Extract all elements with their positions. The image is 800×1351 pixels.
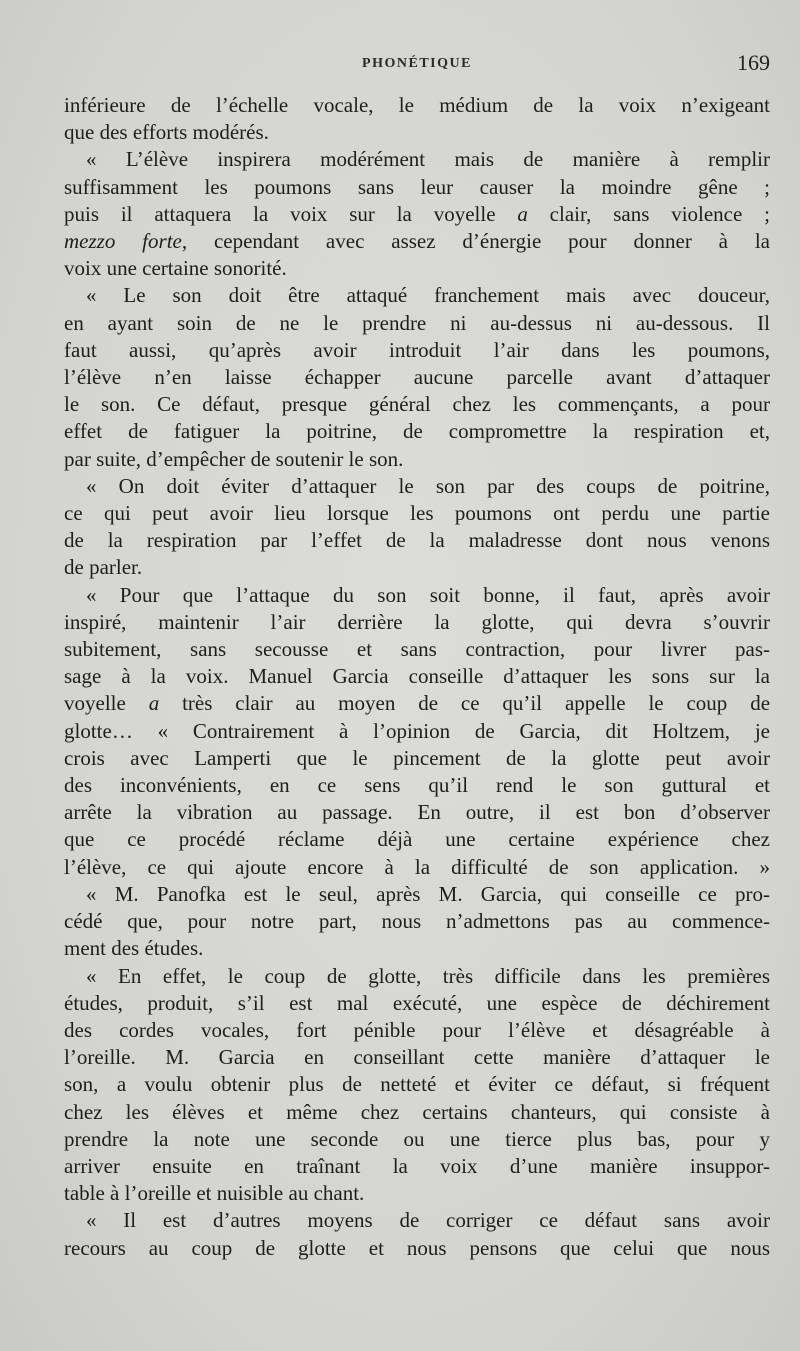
text-line: prendre la note une seconde ou une tierce plus bas, pour y [64, 1126, 770, 1151]
text-line: en ayant soin de ne le prendre ni au-dessus ni au-dessous. Il [64, 310, 770, 335]
text-line: « Le son doit être attaqué franchement mais avec douceur, [86, 283, 770, 308]
text-line: recours au coup de glotte et nous pensons que celui que nous [64, 1235, 770, 1260]
text-line: « On doit éviter d’attaquer le son par des coups de poitrine, [86, 473, 770, 498]
text-line: suffisamment les poumons sans leur causer la moindre gêne ; [64, 174, 770, 199]
running-head [64, 52, 770, 82]
text-line: son, a voulu obtenir plus de netteté et éviter ce défaut, si fréquent [64, 1072, 770, 1097]
text-line: le son. Ce défaut, presque général chez les commençants, a pour [64, 392, 770, 417]
text-line: table à l’oreille et nuisible au chant. [64, 1181, 365, 1206]
text-line: glotte… « Contrairement à l’opinion de Garcia, dit Holtzem, je [64, 718, 770, 743]
text-line: voix une certaine sonorité. [64, 256, 287, 281]
text-line: ment des études. [64, 936, 204, 961]
text-line: « M. Panofka est le seul, après M. Garcia, qui conseille ce pro- [86, 881, 770, 906]
body-text [64, 92, 770, 1262]
text-line: de parler. [64, 555, 143, 580]
running-title: PHONÉTIQUE [362, 56, 472, 71]
text-line: « En effet, le coup de glotte, très difficile dans les premières [86, 963, 770, 988]
text-line: que ce procédé réclame déjà une certaine expérience chez [64, 827, 770, 852]
text-line: que des efforts modérés. [64, 120, 269, 145]
text-line: puis il attaquera la voix sur la voyelle a clair, sans violence ; [64, 201, 770, 226]
text-line: par suite, d’empêcher de soutenir le son. [64, 446, 404, 471]
text-line: effet de fatiguer la poitrine, de compromettre la respiration et, [64, 419, 770, 444]
text-line: l’élève, ce qui ajoute encore à la difficulté de son application. » [64, 854, 770, 879]
text-line: des inconvénients, en ce sens qu’il rend le son guttural et [64, 773, 770, 798]
text-line: études, produit, s’il est mal exécuté, une espèce de déchirement [64, 990, 770, 1015]
text-line: arriver ensuite en traînant la voix d’une manière insuppor- [64, 1153, 770, 1178]
text-line: arrête la vibration au passage. En outre, il est bon d’observer [64, 800, 770, 825]
text-line: mezzo forte, cependant avec assez d’énergie pour donner à la [64, 229, 770, 254]
text-line: « L’élève inspirera modérément mais de manière à remplir [86, 147, 770, 172]
page-number: 169 [737, 50, 770, 75]
text-line: « Il est d’autres moyens de corriger ce défaut sans avoir [86, 1208, 770, 1233]
text-line: inspiré, maintenir l’air derrière la glotte, qui devra s’ouvrir [64, 609, 770, 634]
text-line: « Pour que l’attaque du son soit bonne, il faut, après avoir [86, 582, 770, 607]
text-line: l’élève n’en laisse échapper aucune parcelle avant d’attaquer [64, 365, 770, 390]
text-line: crois avec Lamperti que le pincement de la glotte peut avoir [64, 745, 770, 770]
text-line: voyelle a très clair au moyen de ce qu’il appelle le coup de [64, 691, 770, 716]
text-line: des cordes vocales, fort pénible pour l’élève et désagréable à [64, 1017, 770, 1042]
text-line: sage à la voix. Manuel Garcia conseille d’attaquer les sons sur la [64, 664, 770, 689]
text-line: l’oreille. M. Garcia en conseillant cette manière d’attaquer le [64, 1045, 770, 1070]
text-line: de la respiration par l’effet de la maladresse dont nous venons [64, 528, 770, 553]
text-line: chez les élèves et même chez certains chanteurs, qui consiste à [64, 1099, 770, 1124]
text-line: inférieure de l’échelle vocale, le médium de la voix n’exigeant [64, 93, 770, 117]
text-line: faut aussi, qu’après avoir introduit l’air dans les poumons, [64, 337, 770, 362]
text-line: cédé que, pour notre part, nous n’admettons pas au commence- [64, 909, 770, 934]
text-line: ce qui peut avoir lieu lorsque les poumons ont perdu une partie [64, 501, 770, 526]
text-line: subitement, sans secousse et sans contraction, pour livrer pas- [64, 637, 770, 662]
